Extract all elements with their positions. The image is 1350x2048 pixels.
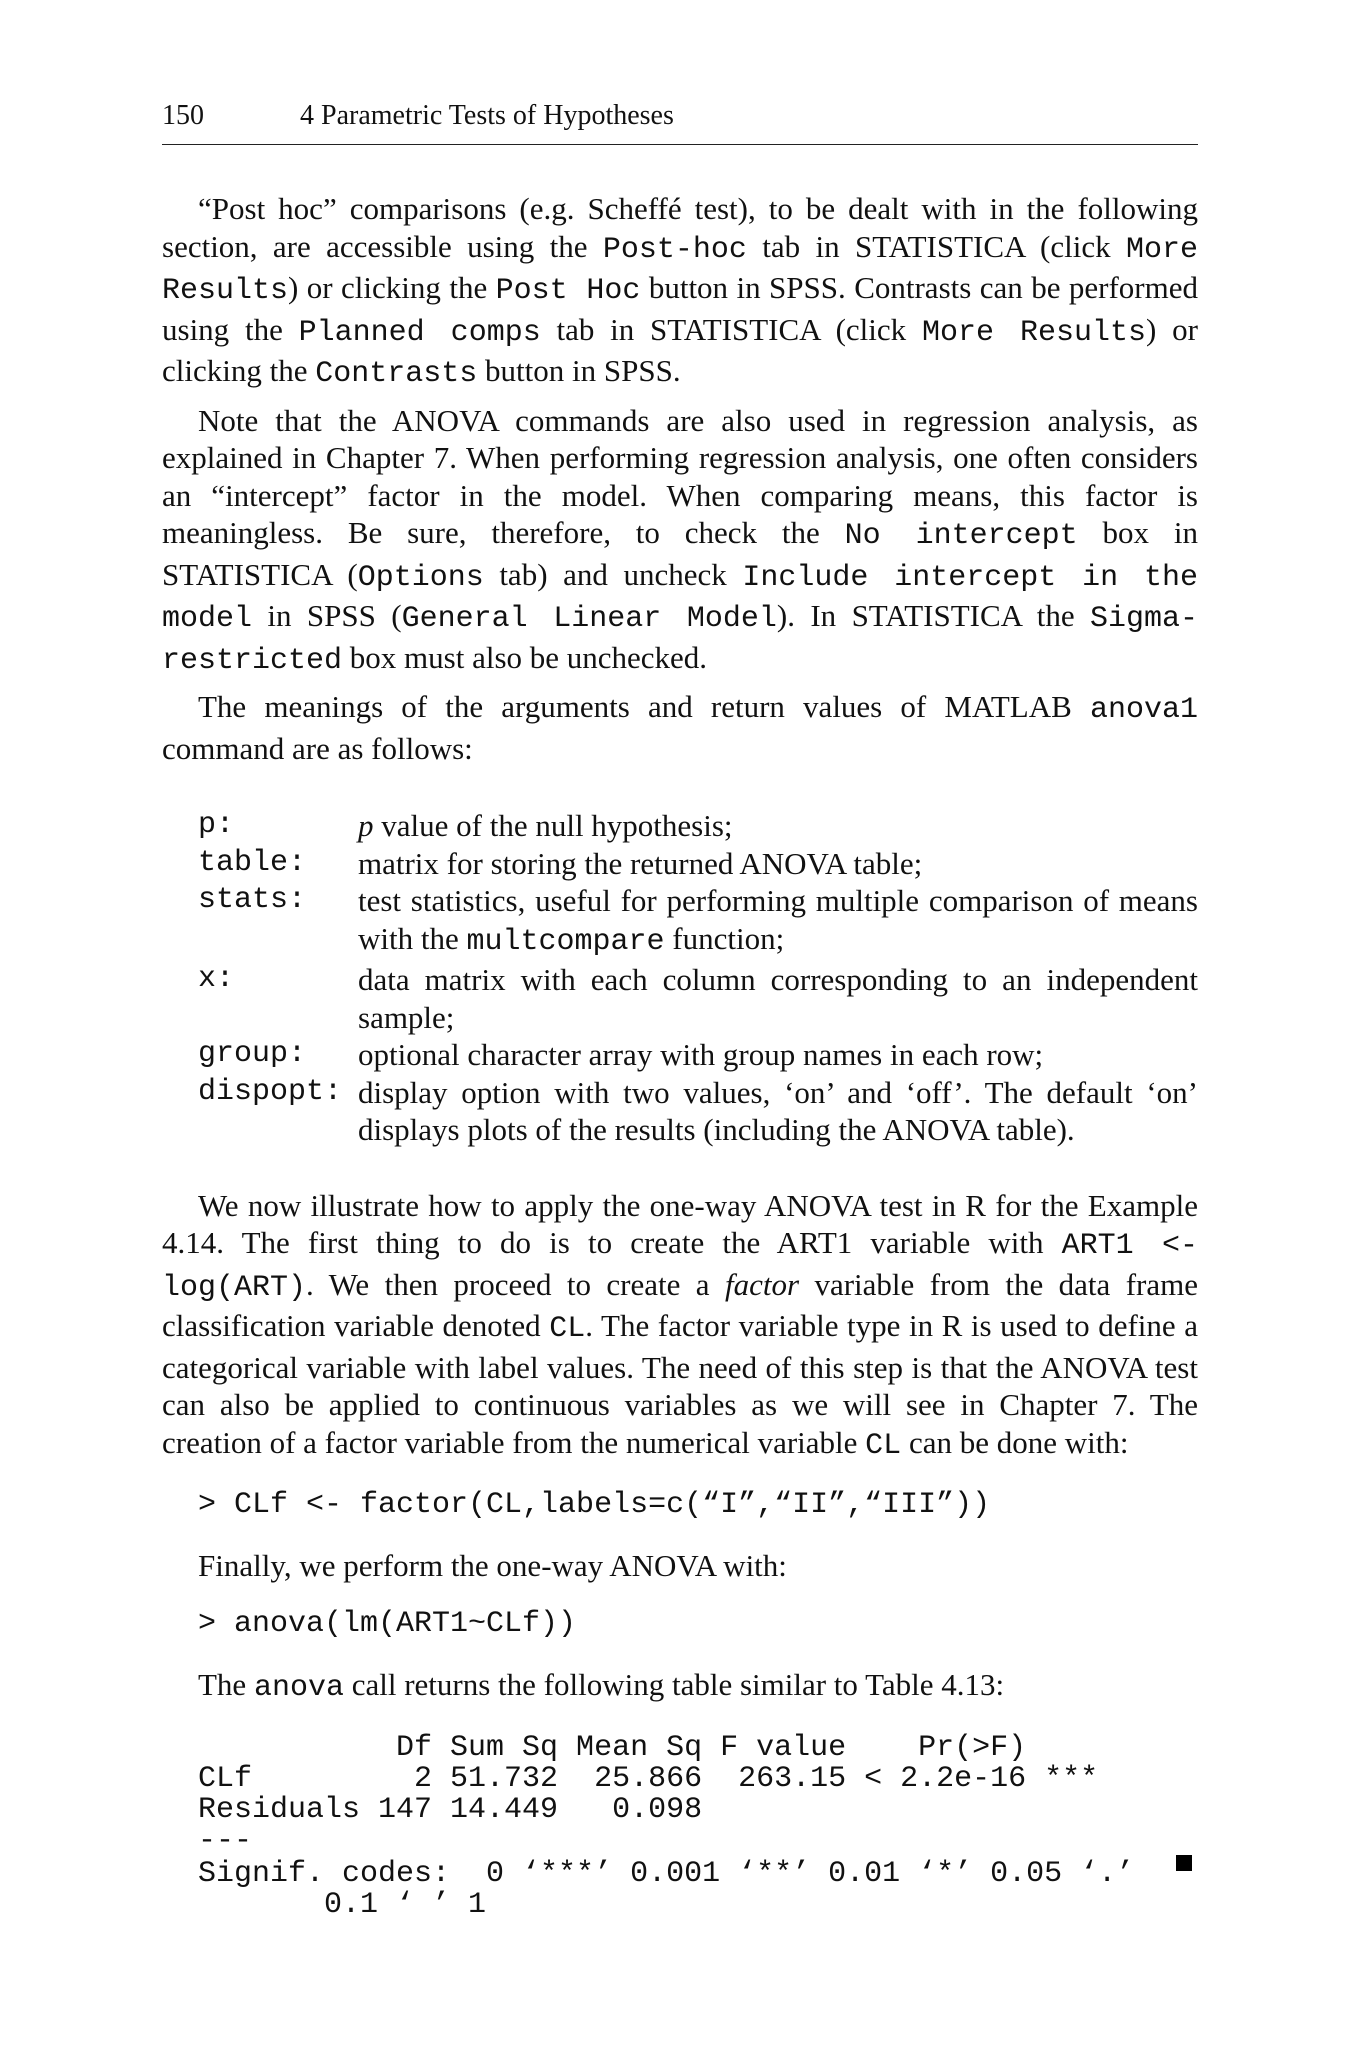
argument-item [162,1074,1198,1149]
code-term: Sigma-restricted [162,602,1198,678]
text: button in SPSS. Contrasts can be performed using the [162,270,1198,347]
text: tab in STATISTICA (click [746,228,1126,264]
argument-name: p: [198,808,235,842]
code-term: Contrasts [315,357,478,391]
text: tab) and uncheck [483,556,743,592]
text: “Post hoc” comparisons (e.g. Scheffé test), to be dealt with in the following section, are accessible using the [162,191,1198,264]
end-of-example-mark [1176,1855,1192,1871]
page-body [162,190,1198,1921]
code-term: Planned comps [298,315,541,350]
output-header-row: Df Sum Sq Mean Sq F value Pr(>F) [198,1731,1027,1765]
italic-text: factor [724,1266,800,1302]
argument-item [162,845,1198,883]
text: The meanings of the arguments and return values of MATLAB [198,689,1090,724]
chapter-title: 4 Parametric Tests of Hypotheses [300,100,674,131]
output-signif-codes: Signif. codes: 0 ‘***’ 0.001 ‘**’ 0.01 ‘*’ 0.05 ‘.’ [198,1857,1135,1891]
argument-description: matrix for storing the returned ANOVA table; [358,845,923,881]
text: box must also be unchecked. [342,639,708,675]
paragraph-r-example [162,1187,1198,1466]
argument-name: table: [198,845,307,880]
text: box in STATISTICA ( [162,515,1198,592]
text: can be done with: [901,1424,1129,1460]
argument-description: optional character array with group names in each row; [358,1037,1044,1072]
text: The [198,1666,254,1702]
text: ) or clicking the [288,270,496,305]
text: button in SPSS. [477,353,681,388]
running-header [162,96,1198,145]
text: . The factor variable type in R is used to define a categorical variable with label values. The need of this step is that the ANOVA test can also be applied to continuous variables as we will see in Chapter 7. The creation of a factor variable from the numerical variable [162,1308,1199,1460]
text: ). In STATISTICA the [776,598,1090,633]
code-term: General Linear Model [401,602,777,636]
argument-name: stats: [198,883,307,917]
argument-item [162,961,1198,1036]
argument-list [162,807,1198,1149]
code-term: anova1 [1089,693,1198,727]
argument-item [162,1036,1198,1074]
output-separator: --- [198,1824,253,1858]
argument-description: display option with two values, ‘on’ and ‘off’. The default ‘on’ displays plots of the results (including the ANOVA table). [358,1074,1198,1147]
text: tab in STATISTICA (click [540,311,922,347]
text: We now illustrate how to apply the one-way ANOVA test in R for the Example 4.14. The first thing to do is to create the ART1 variable with [162,1187,1198,1260]
paragraph-perform-anova: Finally, we perform the one-way ANOVA with: [198,1547,787,1583]
argument-name: dispopt: [198,1074,343,1109]
code-term: anova [253,1670,344,1705]
text: test statistics, useful for performing multiple comparison of means with the [358,883,1198,956]
argument-name: group: [198,1037,307,1071]
argument-description [358,807,1198,845]
code-term: No intercept [844,519,1078,553]
text: Note that the ANOVA commands are also used in regression analysis, as explained in Chapter 7. When performing regression analysis, one often considers an “intercept” factor in the model. When comparing means, this factor is meaningless. Be sure, therefore, to check the [162,402,1198,550]
code-command-anova: > anova(lm(ART1~CLf)) [198,1607,577,1641]
output-row: CLf 2 51.732 25.866 263.15 < 2.2e-16 *** [198,1762,1099,1796]
italic-text: p [358,808,374,843]
argument-name: x: [198,962,235,996]
code-term: Post-hoc [602,232,747,267]
code-term: Include intercept in the model [162,560,1198,636]
argument-description [358,882,1198,961]
argument-description: data matrix with each column corresponding to an independent sample; [358,962,1198,1035]
anova-output [198,1733,1198,1921]
code-term: multcompare [466,924,665,959]
code-term: Options [357,560,484,595]
paragraph-matlab-intro [162,688,1198,767]
paragraph-anova-returns [162,1666,1198,1708]
text: in SPSS ( [252,598,402,633]
code-command-factor: > CLf <- factor(CL,labels=c(“I”,“II”,“III”)) [198,1488,991,1522]
text: value of the null hypothesis; [373,808,733,843]
argument-item [162,882,1198,961]
code-term: ART1 <- log(ART) [162,1229,1198,1305]
text: ) or clicking the [162,311,1198,388]
output-signif-codes: 0.1 ‘ ’ 1 [198,1888,487,1922]
text: command are as follows: [162,730,473,766]
page-number: 150 [162,100,204,131]
text: variable from the data frame classification variable denoted [162,1266,1198,1343]
paragraph-intercept-note [162,402,1198,681]
output-row: Residuals 147 14.449 0.098 [198,1793,703,1827]
text: function; [664,920,785,956]
code-term: More Results [921,315,1147,350]
paragraph-post-hoc [162,190,1198,394]
code-term: CL [549,1312,586,1346]
code-term: CL [865,1428,902,1463]
code-term: Post Hoc [495,274,641,308]
code-term: More Results [162,232,1198,308]
text: . We then proceed to create a [306,1266,725,1302]
argument-item [162,807,1198,845]
text: call returns the following table similar to Table 4.13: [343,1666,1005,1702]
